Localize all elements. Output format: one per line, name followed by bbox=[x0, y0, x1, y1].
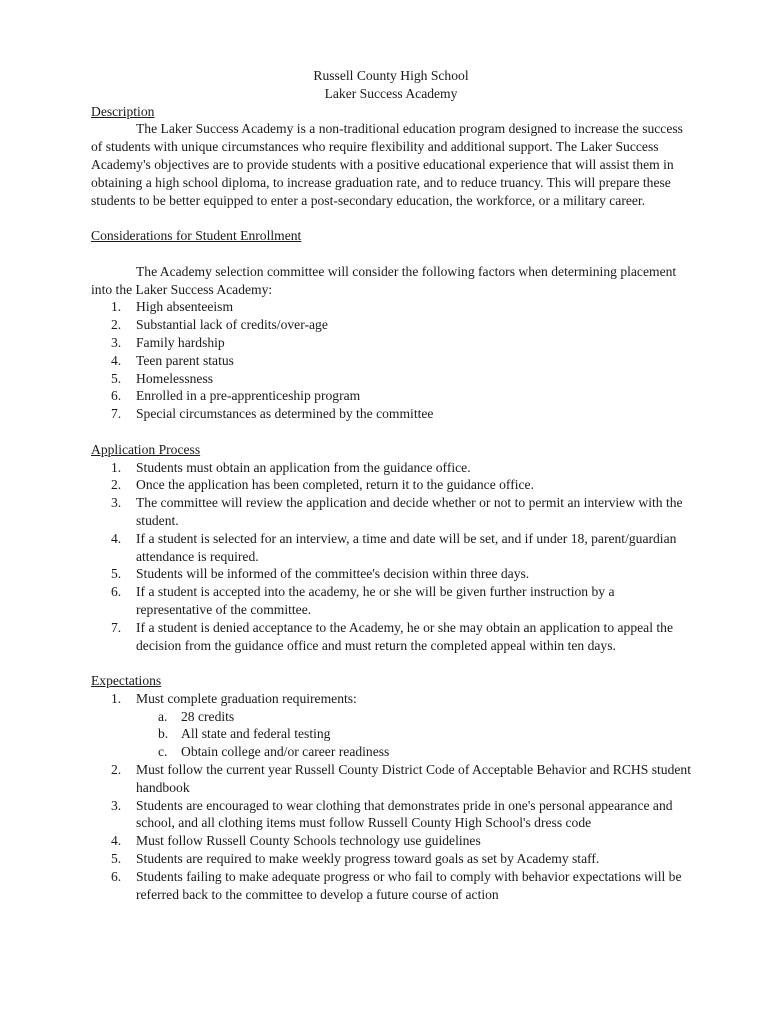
list-item: 4. Teen parent status bbox=[111, 352, 234, 368]
list-item: 1. High absenteeism bbox=[111, 299, 234, 315]
list-item: 3. The committee will review the application and decide whether or not to permit an interview with the student. bbox=[111, 495, 683, 528]
application-list bbox=[91, 459, 691, 655]
list-item: 6. Students failing to make adequate progress or who fail to comply with behavior expectations will be referred back to the committee to develop a future course of action bbox=[111, 868, 682, 902]
enrollment-intro: The Academy selection committee will consider the following factors when determining placement into the Laker Success Academy: bbox=[91, 263, 677, 297]
list-item: 5. Students are required to make weekly progress toward goals as set by Academy staff. bbox=[111, 851, 600, 867]
document-page bbox=[91, 67, 691, 903]
sub-list-item: b. All state and federal testing bbox=[158, 726, 331, 742]
list-item: 2. Once the application has been completed, return it to the guidance office. bbox=[111, 477, 534, 493]
enrollment-heading: Considerations for Student Enrollment bbox=[91, 228, 302, 244]
list-item: 7. Special circumstances as determined by the committee bbox=[111, 406, 434, 422]
list-item: 4. If a student is selected for an interview, a time and date will be set, and if under 18, parent/guardian attendance is required. bbox=[111, 530, 677, 564]
list-item: 2. Must follow the current year Russell County District Code of Acceptable Behavior and RCHS student handbook bbox=[111, 762, 691, 795]
application-heading: Application Process bbox=[91, 441, 201, 457]
description-heading: Description bbox=[91, 103, 155, 119]
list-item: 3. Family hardship bbox=[111, 334, 225, 350]
list-item: 5. Homelessness bbox=[111, 370, 214, 386]
list-item: 1. Must complete graduation requirements: bbox=[111, 690, 357, 706]
expectations-heading: Expectations bbox=[91, 673, 162, 689]
list-item: 6. Enrolled in a pre-apprenticeship program bbox=[111, 388, 361, 404]
school-name: Russell County High School bbox=[313, 68, 469, 83]
list-item: 1. Students must obtain an application from the guidance office. bbox=[111, 459, 471, 475]
list-item: 2. Substantial lack of credits/over-age bbox=[111, 317, 328, 333]
list-item: 4. Must follow Russell County Schools technology use guidelines bbox=[111, 833, 481, 849]
list-item: 5. Students will be informed of the committee's decision within three days. bbox=[111, 566, 530, 582]
sub-list-item: c. Obtain college and/or career readiness bbox=[158, 744, 390, 760]
expectations-list bbox=[91, 690, 691, 904]
sub-list-item: a. 28 credits bbox=[158, 708, 235, 724]
list-item: 7. If a student is denied acceptance to the Academy, he or she may obtain an application to appeal the decision from the guidance office and must return the completed appeal within ten days. bbox=[111, 619, 673, 653]
list-item: 3. Students are encouraged to wear clothing that demonstrates pride in one's personal appearance and school, and all clothing items must follow Russell County High School's dress code bbox=[111, 797, 673, 831]
program-name: Laker Success Academy bbox=[324, 85, 458, 101]
list-item: 6. If a student is accepted into the academy, he or she will be given further instruction by a representative of the committee. bbox=[111, 584, 615, 617]
enrollment-list bbox=[91, 298, 691, 423]
description-text: The Laker Success Academy is a non-traditional education program designed to increase the success of students with unique circumstances who require flexibility and additional support. The Laker Success Academy's objectives are to provide students with a positive educational experience that will assist them in obtaining a high school diploma, to increase graduation rate, and to reduce truancy. This will prepare these students to be better equipped to enter a post-secondary education, the workforce, or a military career. bbox=[91, 121, 683, 208]
